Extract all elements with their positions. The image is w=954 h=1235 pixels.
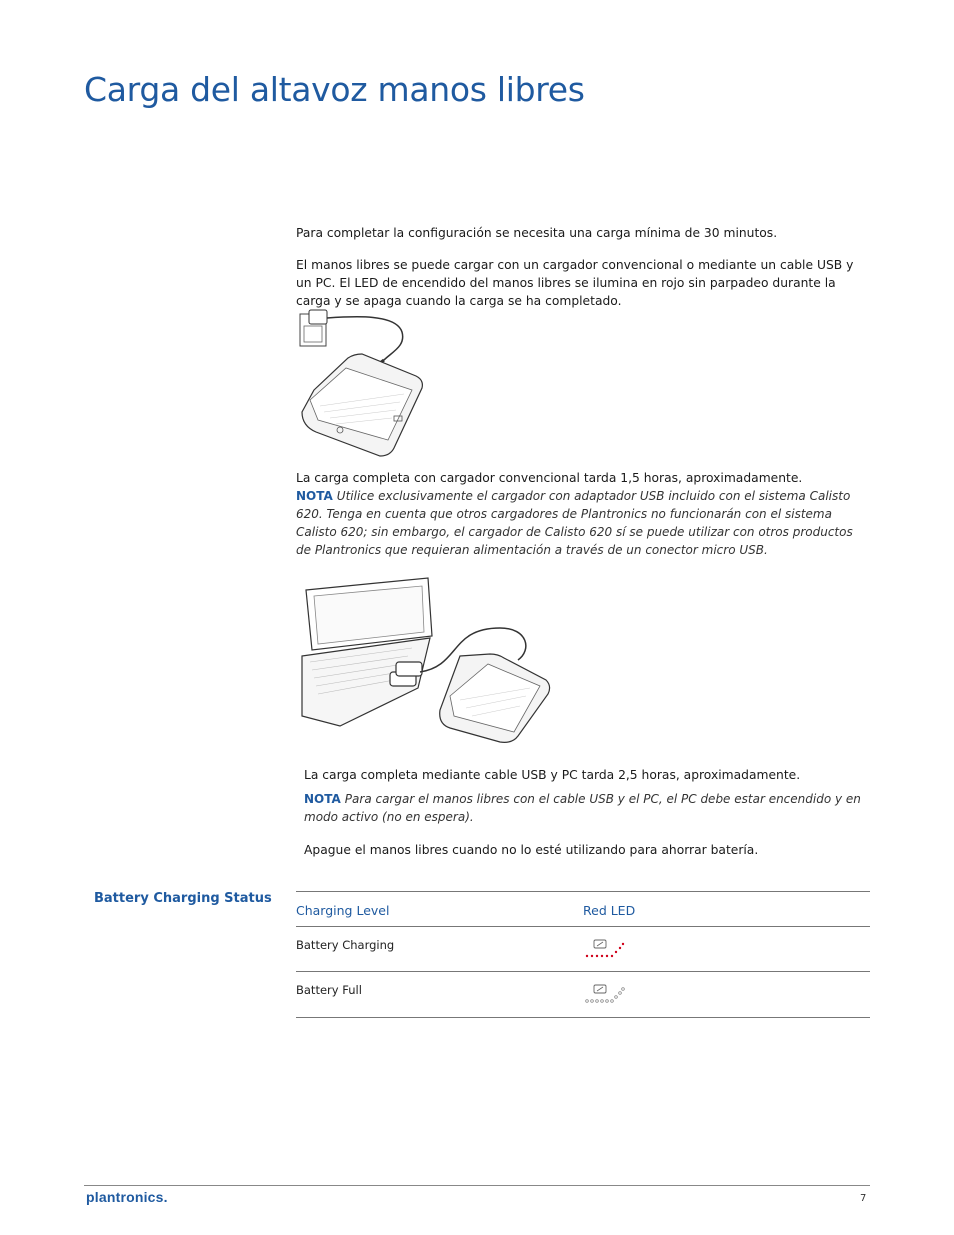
col-header-red-led: Red LED [583,903,636,918]
table-header-rule [296,926,870,927]
power-off-tip: Apague el manos libres cuando no lo esté utilizando para ahorrar batería. [304,843,759,857]
plantronics-logo: plantronics. [86,1189,168,1205]
led-off-icon [584,983,628,1005]
footer-rule [84,1185,870,1186]
col-header-charging-level: Charging Level [296,903,390,918]
table-row-rule [296,971,870,972]
table-bottom-rule [296,1017,870,1018]
note-text: Utilice exclusivamente el cargador con adaptador USB incluido con el sistema Calisto 620. Tenga en cuenta que otros cargadores de Plantronics no funcionarán con el sistema Calisto 620; sin embargo, el cargador de Calisto 620 sí se puede utilizar con otros productos de Plantronics que requieran alimentación a través de un conector micro USB. [296,489,853,557]
note-charger [296,487,866,559]
laptop-usb-illustration [300,576,556,748]
charging-methods-paragraph: El manos libres se puede cargar con un cargador convencional o mediante un cable USB y un PC. El LED de encendido del manos libres se ilumina en rojo sin parpadeo durante la carga y se apaga cuando la carga se ha completado. [296,258,854,308]
min-charge-paragraph: Para completar la configuración se necesita una carga mínima de 30 minutos. [296,226,778,240]
note-label: NOTA [296,489,333,503]
wall-charger-illustration [296,308,446,466]
note-usb [304,790,870,826]
note-label: NOTA [304,792,341,806]
wall-charge-time: La carga completa con cargador convencional tarda 1,5 horas, aproximadamente. [296,471,803,485]
table-top-rule [296,891,870,892]
row-battery-full-label: Battery Full [296,983,362,997]
battery-status-heading: Battery Charging Status [94,891,272,906]
led-on-icon [584,938,628,960]
usb-charge-time: La carga completa mediante cable USB y PC tarda 2,5 horas, aproximadamente. [304,768,801,782]
page-number: 7 [860,1193,867,1204]
note-text: Para cargar el manos libres con el cable USB y el PC, el PC debe estar encendido y en modo activo (no en espera). [304,792,861,824]
page-title: Carga del altavoz manos libres [84,70,585,109]
row-battery-charging-label: Battery Charging [296,938,395,952]
